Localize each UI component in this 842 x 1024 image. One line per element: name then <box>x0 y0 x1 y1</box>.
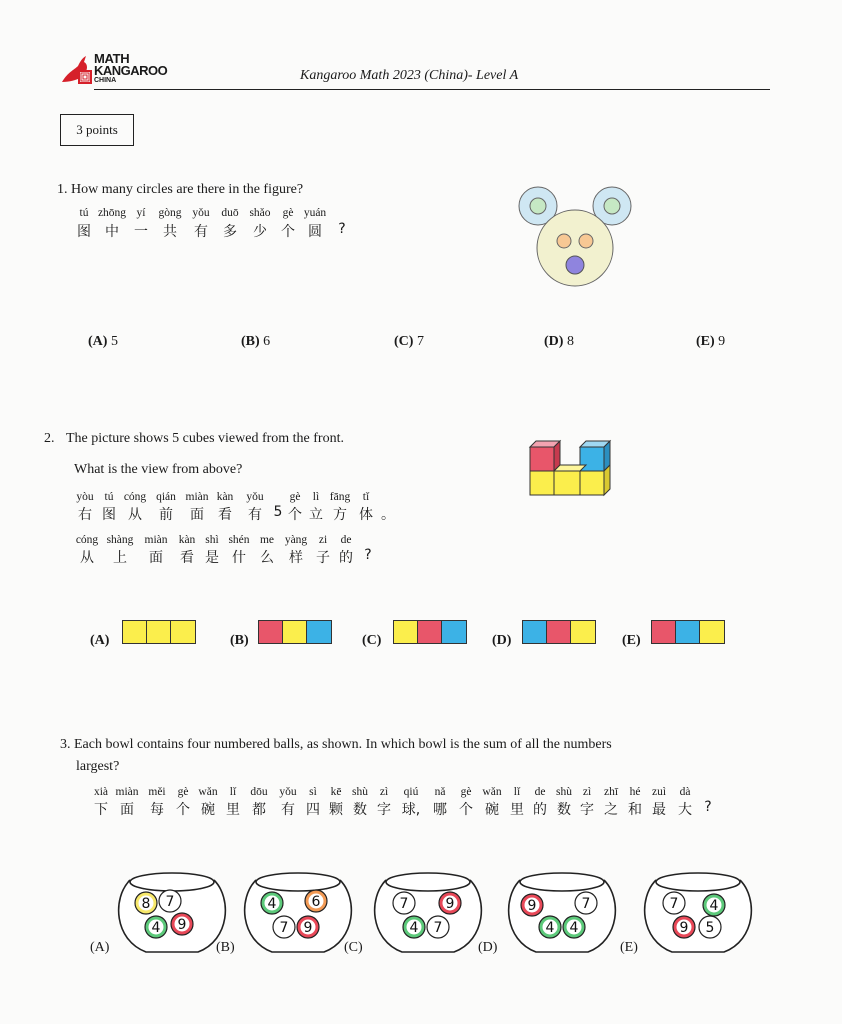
hanzi-char: 球, <box>401 802 421 818</box>
ball-number: 9 <box>177 917 187 933</box>
pinyin-syllable: me <box>259 534 275 546</box>
pinyin-syllable: lǐ <box>513 786 521 798</box>
pinyin-syllable: yǒu <box>192 207 210 219</box>
pinyin-syllable: xià <box>93 786 109 798</box>
pinyin-syllable: de <box>340 534 352 546</box>
option-letter: (E) <box>620 940 638 955</box>
pinyin-syllable: kàn <box>216 491 234 503</box>
pinyin-syllable: měi <box>148 786 166 798</box>
cube-cell <box>259 621 283 643</box>
hanzi-char: 每 <box>150 802 164 818</box>
hanzi-char: 个 <box>288 507 302 523</box>
q1-number: 1. <box>57 182 68 197</box>
q2-hanzi-line2 <box>72 547 378 567</box>
ball-number: 7 <box>165 894 175 910</box>
q3-pinyin <box>90 786 698 798</box>
pinyin-syllable: lì <box>312 491 320 503</box>
hanzi-char: 和 <box>628 802 642 818</box>
pinyin-syllable: yuán <box>303 207 327 219</box>
cube-cell <box>442 621 466 643</box>
hanzi-char: 从 <box>80 550 94 566</box>
hanzi-char: 碗 <box>201 802 215 818</box>
pinyin-syllable: tú <box>104 491 114 503</box>
logo-text-china: CHINA <box>94 77 117 84</box>
numbered-ball <box>273 916 295 938</box>
option-value: 5 <box>107 334 118 349</box>
pinyin-syllable: zuì <box>651 786 667 798</box>
pinyin-syllable: cóng <box>75 534 99 546</box>
top-view-strip <box>651 620 725 644</box>
pinyin-syllable: miàn <box>144 534 168 546</box>
numbered-ball <box>521 894 543 916</box>
numbered-ball <box>145 916 167 938</box>
pinyin-syllable: yàng <box>284 534 308 546</box>
q1-circles-figure <box>512 180 638 290</box>
cube-cell <box>547 621 571 643</box>
math-kangaroo-logo <box>60 52 180 86</box>
hanzi-char: 数 <box>557 802 571 818</box>
pinyin-syllable: yí <box>136 207 146 219</box>
pinyin-syllable: yòu <box>76 491 94 503</box>
q1-option[interactable] <box>88 334 118 350</box>
pinyin-syllable: dà <box>679 786 691 798</box>
hanzi-char: 有 <box>194 224 208 240</box>
hanzi-char: 方 <box>333 507 347 523</box>
pinyin-syllable: shǎo <box>249 207 271 219</box>
option-letter: (E) <box>622 633 641 648</box>
hanzi-char: 有 <box>248 507 262 523</box>
q2-text <box>44 431 344 447</box>
pinyin-syllable: lǐ <box>229 786 237 798</box>
q3-hanzi <box>90 799 718 819</box>
hanzi-char: 数 <box>353 802 367 818</box>
pinyin-syllable: tǐ <box>362 491 370 503</box>
option-letter: (A) <box>90 940 110 955</box>
q3-question-cont: largest? <box>76 759 120 774</box>
q1-text <box>57 182 303 198</box>
hanzi-char: 下 <box>94 802 108 818</box>
cube-cell <box>571 621 595 643</box>
hanzi-char: 里 <box>226 802 240 818</box>
pinyin-syllable: zhōng <box>97 207 127 219</box>
header-title: Kangaroo Math 2023 (China)- Level A <box>300 68 519 83</box>
hanzi-char: 中 <box>105 224 119 240</box>
hanzi-char: 前 <box>159 507 173 523</box>
pinyin-syllable: dōu <box>250 786 268 798</box>
pinyin-syllable: gòng <box>158 207 182 219</box>
hanzi-char: 图 <box>102 507 116 523</box>
option-letter: (C) <box>362 633 382 648</box>
hanzi-char: ? <box>364 547 372 563</box>
cube-cell <box>676 621 700 643</box>
pinyin-syllable: yǒu <box>246 491 264 503</box>
option-letter: (A) <box>88 334 108 349</box>
cube-cell <box>523 621 547 643</box>
hanzi-char: ? <box>338 221 346 237</box>
cube-cell <box>283 621 307 643</box>
pinyin-syllable: gè <box>460 786 472 798</box>
hanzi-char: 从 <box>128 507 142 523</box>
hanzi-char: 最 <box>652 802 666 818</box>
q1-option[interactable] <box>544 334 574 350</box>
pinyin-syllable: gè <box>177 786 189 798</box>
q2-question: The picture shows 5 cubes viewed from the front. <box>66 431 344 446</box>
ball-number: 9 <box>679 920 689 936</box>
bowl-figure <box>372 868 484 958</box>
hanzi-char: 什 <box>232 550 246 566</box>
numbered-ball <box>171 913 193 935</box>
option-letter: (D) <box>544 334 564 349</box>
pinyin-syllable: duō <box>221 207 239 219</box>
ball-number: 4 <box>267 896 277 912</box>
bowl-figure <box>506 868 618 958</box>
top-view-strip <box>522 620 596 644</box>
ball-number: 9 <box>303 920 313 936</box>
pinyin-syllable: kàn <box>178 534 196 546</box>
cube-cell <box>394 621 418 643</box>
hanzi-char: 图 <box>77 224 91 240</box>
hanzi-char: 。 <box>381 507 395 523</box>
hanzi-char: 个 <box>176 802 190 818</box>
ball-number: 7 <box>279 920 289 936</box>
pinyin-syllable: shì <box>205 534 219 546</box>
hanzi-char: 个 <box>281 224 295 240</box>
ball-number: 8 <box>141 896 151 912</box>
option-value: 7 <box>413 334 424 349</box>
hanzi-char: 样 <box>289 550 303 566</box>
cube-cell <box>700 621 724 643</box>
numbered-ball <box>699 916 721 938</box>
hanzi-char: 颗 <box>329 802 343 818</box>
pinyin-syllable: shù <box>556 786 572 798</box>
hanzi-char: 都 <box>252 802 266 818</box>
option-letter: (B) <box>241 334 260 349</box>
header-divider <box>94 89 770 90</box>
pinyin-syllable: kē <box>330 786 342 798</box>
cube-cell <box>418 621 442 643</box>
hanzi-char: 哪 <box>433 802 447 818</box>
cube-cell <box>147 621 171 643</box>
numbered-ball <box>261 892 283 914</box>
pinyin-syllable: yǒu <box>279 786 297 798</box>
hanzi-char: 共 <box>163 224 177 240</box>
top-view-strip <box>258 620 332 644</box>
option-letter: (D) <box>478 940 498 955</box>
pinyin-syllable: gè <box>282 207 294 219</box>
ball-number: 4 <box>569 920 579 936</box>
ball-number: 4 <box>409 920 419 936</box>
pinyin-syllable: wǎn <box>198 786 218 798</box>
numbered-ball <box>703 894 725 916</box>
hanzi-char: 面 <box>120 802 134 818</box>
pinyin-syllable: zì <box>582 786 592 798</box>
numbered-ball <box>305 890 327 912</box>
hanzi-char: 面 <box>190 507 204 523</box>
hanzi-char: 碗 <box>485 802 499 818</box>
option-letter: (C) <box>394 334 414 349</box>
bowl-figure <box>116 868 228 958</box>
hanzi-char: 四 <box>306 802 320 818</box>
hanzi-char: 有 <box>281 802 295 818</box>
pinyin-syllable: cóng <box>123 491 147 503</box>
points-label: 3 points <box>60 114 134 146</box>
q2-pinyin-line2 <box>72 534 358 546</box>
option-value: 8 <box>563 334 574 349</box>
option-letter: (C) <box>344 940 363 955</box>
logo-text-kangaroo: KANGAROO <box>94 63 168 78</box>
q2-cubes-figure <box>528 437 616 499</box>
hanzi-char: 么 <box>260 550 274 566</box>
ball-number: 7 <box>581 896 591 912</box>
pinyin-syllable <box>272 491 284 503</box>
q3-question: Each bowl contains four numbered balls, as shown. In which bowl is the sum of all the numbers <box>74 737 612 752</box>
q2-number: 2. <box>44 431 55 446</box>
pinyin-syllable: shén <box>228 534 250 546</box>
hanzi-char: 个 <box>459 802 473 818</box>
pinyin-syllable: tú <box>79 207 89 219</box>
numbered-ball <box>159 890 181 912</box>
hanzi-char: 圆 <box>308 224 322 240</box>
pinyin-syllable: hé <box>629 786 641 798</box>
ball-number: 7 <box>399 896 409 912</box>
option-letter: (A) <box>90 633 110 648</box>
q2-pinyin-line1 <box>72 491 378 503</box>
q1-option[interactable] <box>241 334 270 350</box>
hanzi-char: 多 <box>223 224 237 240</box>
hanzi-char: 体 <box>359 507 373 523</box>
hanzi-char: 子 <box>316 550 330 566</box>
numbered-ball <box>539 916 561 938</box>
hanzi-char: 立 <box>309 507 323 523</box>
hanzi-char: 的 <box>533 802 547 818</box>
pinyin-syllable: zì <box>379 786 389 798</box>
hanzi-char: 看 <box>180 550 194 566</box>
pinyin-syllable: zi <box>318 534 328 546</box>
hanzi-char: 一 <box>134 224 148 240</box>
hanzi-char: 之 <box>604 802 618 818</box>
numbered-ball <box>393 892 415 914</box>
logo-text-math: MATH <box>94 51 130 66</box>
top-view-strip <box>122 620 196 644</box>
ball-number: 9 <box>445 896 455 912</box>
option-letter: (E) <box>696 334 715 349</box>
pinyin-syllable: wǎn <box>482 786 502 798</box>
cube-cell <box>307 621 331 643</box>
option-letter: (B) <box>216 940 235 955</box>
q3-text <box>60 737 612 753</box>
hanzi-char: 是 <box>205 550 219 566</box>
pinyin-syllable: nǎ <box>434 786 446 798</box>
top-view-strip <box>393 620 467 644</box>
hanzi-char: 右 <box>78 507 92 523</box>
hanzi-char: 大 <box>678 802 692 818</box>
hanzi-char: 面 <box>149 550 163 566</box>
pinyin-syllable: shù <box>352 786 368 798</box>
ball-number: 4 <box>709 898 719 914</box>
ball-number: 4 <box>545 920 555 936</box>
numbered-ball <box>575 892 597 914</box>
hanzi-char: 里 <box>510 802 524 818</box>
pinyin-syllable: qiú <box>403 786 419 798</box>
q2-question-2: What is the view from above? <box>74 462 243 477</box>
q1-option[interactable] <box>394 334 424 350</box>
numbered-ball <box>135 892 157 914</box>
hanzi-char: 的 <box>339 550 353 566</box>
cube-cell <box>123 621 147 643</box>
option-letter: (D) <box>492 633 512 648</box>
numbered-ball <box>439 892 461 914</box>
bowl-figure <box>642 868 754 958</box>
ball-number: 6 <box>311 894 321 910</box>
ball-number: 7 <box>433 920 443 936</box>
numbered-ball <box>403 916 425 938</box>
ball-number: 9 <box>527 898 537 914</box>
pinyin-syllable: sì <box>309 786 317 798</box>
q2-hanzi-line1 <box>72 504 398 524</box>
q3-number: 3. <box>60 737 71 752</box>
pinyin-syllable: shàng <box>106 534 134 546</box>
cube-cell <box>652 621 676 643</box>
q1-pinyin <box>72 207 330 219</box>
pinyin-syllable: de <box>534 786 546 798</box>
pinyin-syllable: qián <box>156 491 176 503</box>
ball-number: 7 <box>669 896 679 912</box>
hanzi-char: 5 <box>273 504 283 520</box>
q1-option[interactable] <box>696 334 725 350</box>
option-letter: (B) <box>230 633 249 648</box>
cube-cell <box>171 621 195 643</box>
numbered-ball <box>427 916 449 938</box>
hanzi-char: 少 <box>253 224 267 240</box>
q1-hanzi <box>72 221 354 241</box>
bowl-figure <box>242 868 354 958</box>
numbered-ball <box>563 916 585 938</box>
hanzi-char: ? <box>704 799 712 815</box>
numbered-ball <box>297 916 319 938</box>
pinyin-syllable: zhī <box>603 786 619 798</box>
q1-question: How many circles are there in the figure? <box>71 182 304 197</box>
pinyin-syllable: gè <box>289 491 301 503</box>
pinyin-syllable: fāng <box>329 491 351 503</box>
option-value: 9 <box>714 334 726 349</box>
hanzi-char: 上 <box>113 550 127 566</box>
hanzi-char: 字 <box>377 802 391 818</box>
numbered-ball <box>663 892 685 914</box>
hanzi-char: 看 <box>218 507 232 523</box>
numbered-ball <box>673 916 695 938</box>
pinyin-syllable: miàn <box>185 491 209 503</box>
hanzi-char: 字 <box>580 802 594 818</box>
option-value: 6 <box>259 334 271 349</box>
ball-number: 5 <box>705 920 715 936</box>
ball-number: 4 <box>151 920 161 936</box>
kangaroo-logo-icon <box>60 52 94 86</box>
pinyin-syllable: miàn <box>115 786 139 798</box>
